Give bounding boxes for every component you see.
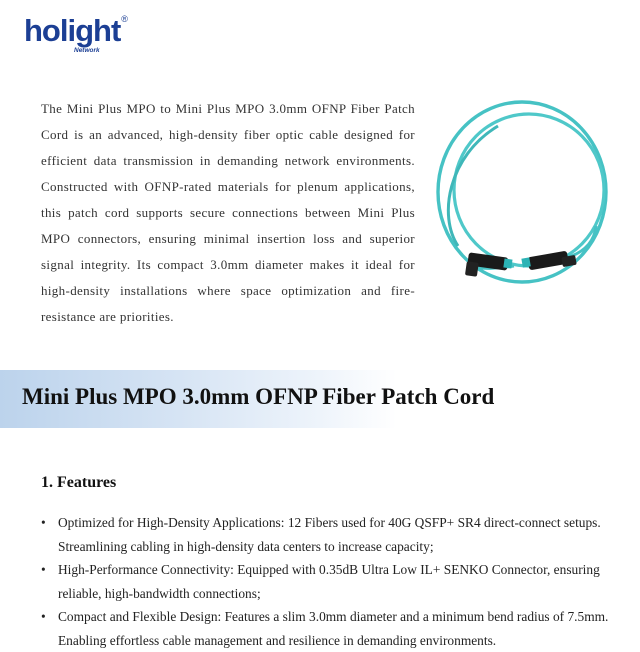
feature-text: High-Performance Connectivity: Equipped with 0.35dB Ultra Low IL+ SENKO Connector, ensuring reliable, high-bandwidth connections; [58,562,600,601]
registered-mark: ® [121,14,128,24]
cable-coil [438,102,606,282]
bullet-icon: • [41,515,46,530]
bullet-icon: • [41,609,46,624]
patch-cord-image [418,96,618,316]
logo-wordmark: holight [24,13,121,48]
feature-item [41,511,611,558]
features-list [41,511,611,652]
feature-item [41,558,611,605]
holight-logo [24,13,128,54]
product-title: Mini Plus MPO 3.0mm OFNP Fiber Patch Cord [22,384,495,409]
feature-text: Compact and Flexible Design: Features a slim 3.0mm diameter and a minimum bend radius of 7.5mm. Enabling effortless cable management and resilience in demanding environments. [58,609,609,648]
intro-paragraph: The Mini Plus MPO to Mini Plus MPO 3.0mm OFNP Fiber Patch Cord is an advanced, high-density fiber optic cable designed for efficient data transmission in demanding network environments. Constructed with OFNP-rated materials for plenum applications, this patch cord supports secure connections between Mini Plus MPO connectors, ensuring minimal insertion loss and superior signal integrity. Its compact 3.0mm diameter makes it ideal for high-density installations where space optimization and fire-resistance are priorities. [41,101,415,324]
features-heading: 1. Features [41,474,117,491]
feature-item [41,605,611,652]
bullet-icon: • [41,562,46,577]
title-banner [0,370,640,428]
logo-subtext: Network [74,47,100,54]
feature-text: Optimized for High-Density Applications: 12 Fibers used for 40G QSFP+ SR4 direct-connect setups. Streamlining cabling in high-density data centers to increase capacity; [58,515,601,554]
